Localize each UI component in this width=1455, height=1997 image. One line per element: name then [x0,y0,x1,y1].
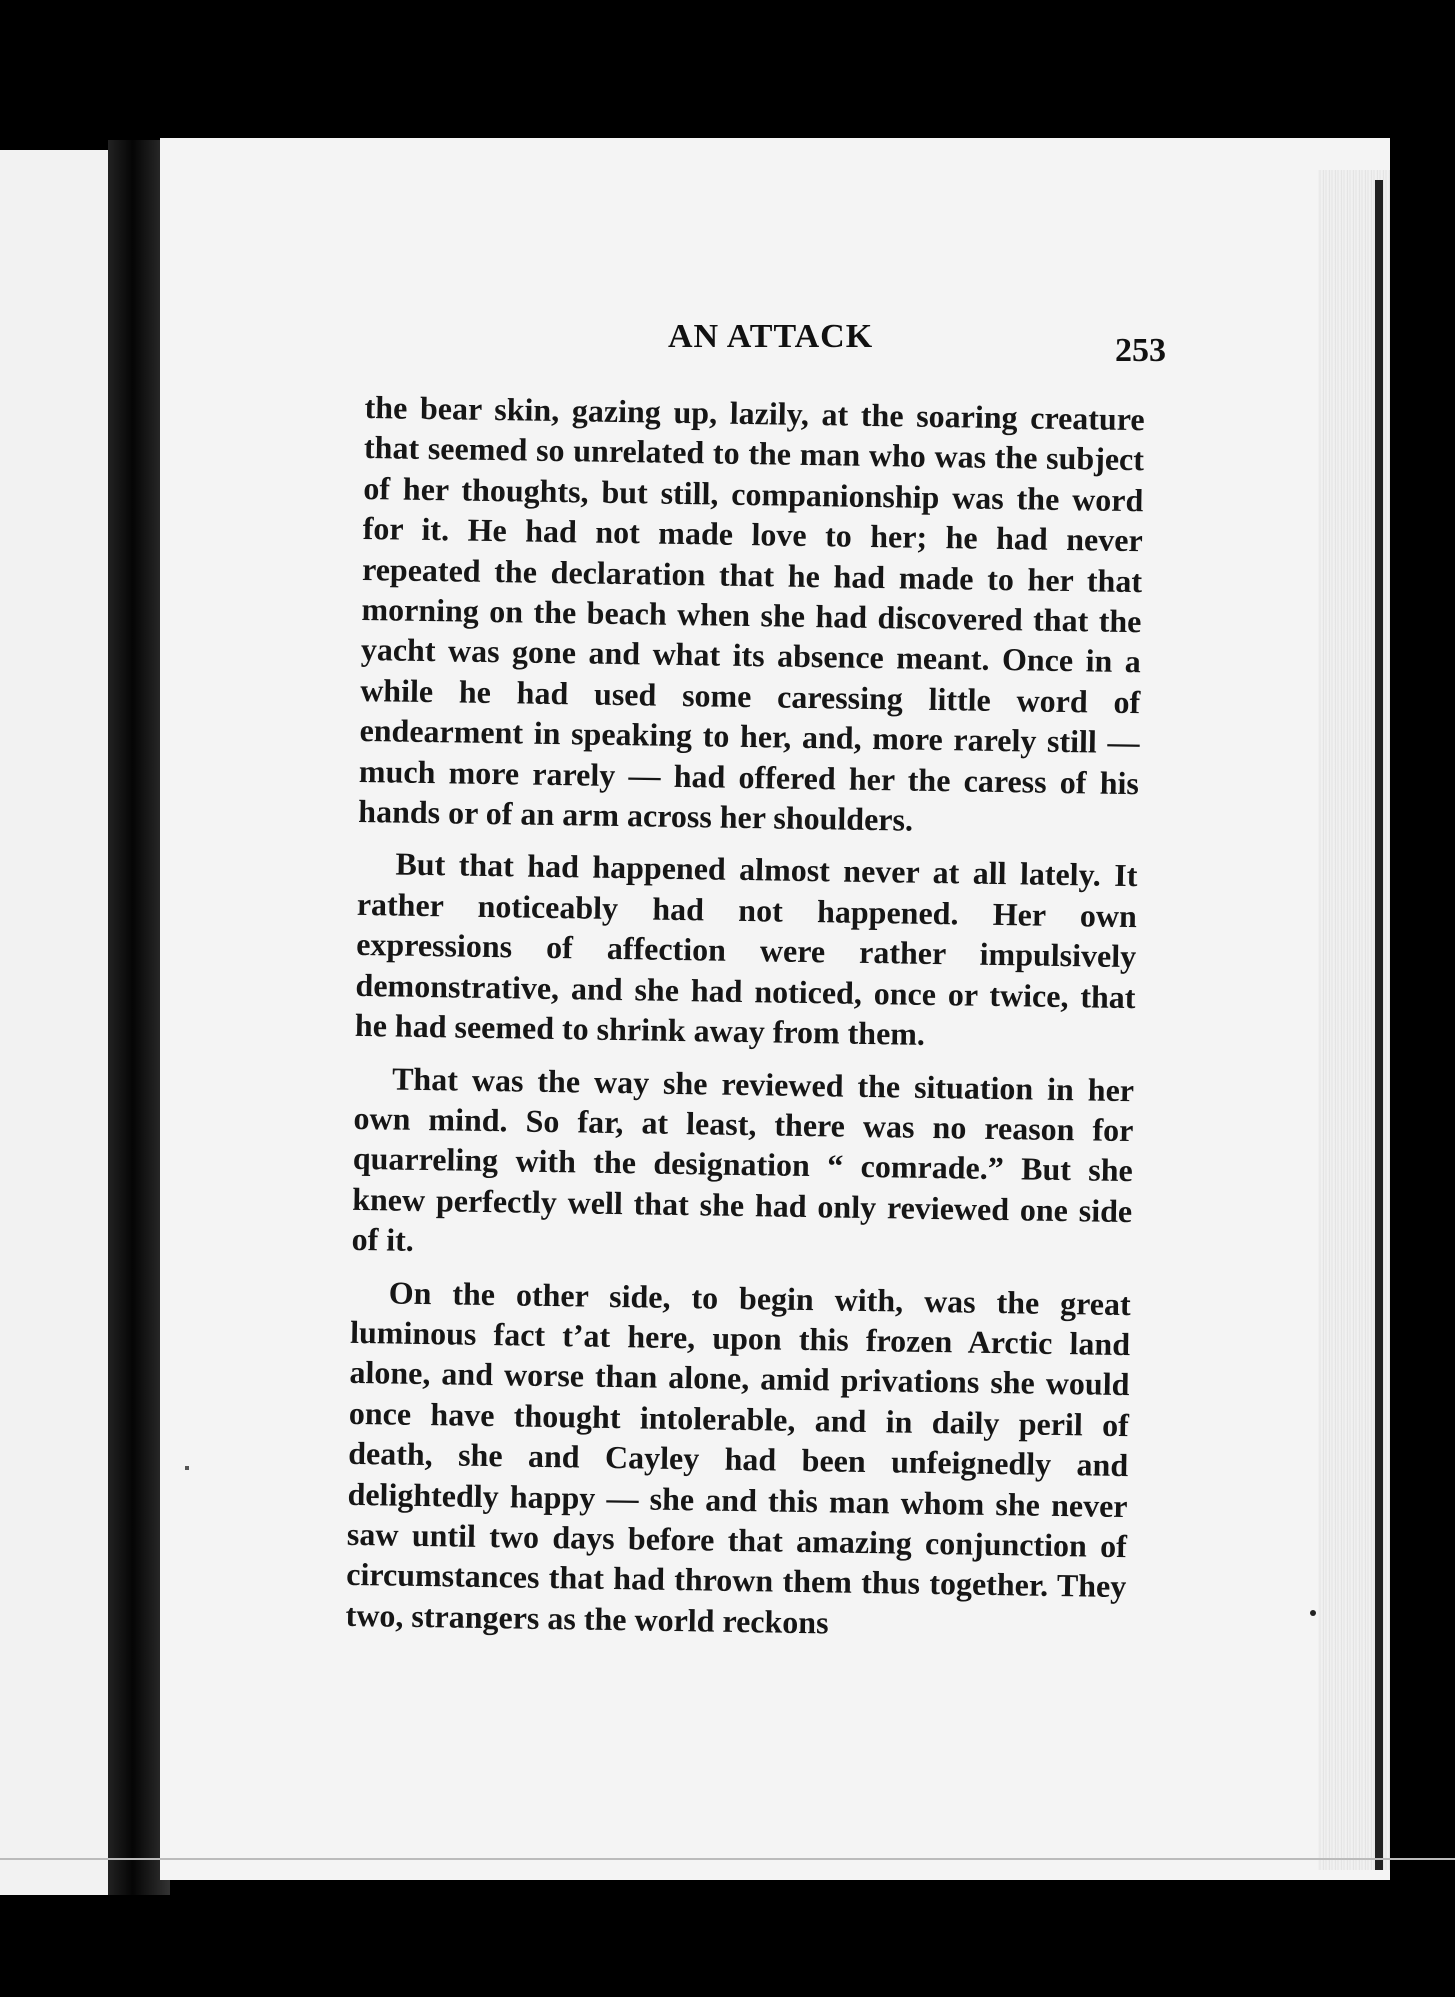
left-page-edge [0,150,115,1895]
page-stack-shadow [1375,180,1383,1870]
page-number: 253 [1115,332,1166,369]
stray-ink-mark [185,1466,189,1470]
paragraph-4: On the other side, to begin with, was the great luminous fact t’at here, upon this frozen Arctic land alone, and worse than alone, amid privations she would once have thought intolerable, and in daily peril of death, she and Cayley had been unfeignedly and delightedly happy — she and this man whom she never saw until two days before that amazing conjunction of circumstances that had thrown them thus together. They two, strangers as the world reckons [345,1274,1131,1641]
scan-artifact-line [0,1858,1455,1860]
page-header [160,318,1166,369]
body-text [345,387,1145,1647]
paragraph-2: But that had happened almost never at all lately. It rather noticeably had not happened. Her own expressions of affection were rather impulsively demonstrative, and she had noticed, once or twice, that he had seemed to shrink away from them. [354,846,1138,1052]
paragraph-1: the bear skin, gazing up, lazily, at the soaring creature that seemed so unrelated to the man who was the subject of her thoughts, but still, companionship was the word for it. He had not made love to her; he had never repeated the declaration that he had made to her that morning on the beach when she had discovered that the yacht was gone and what its absence meant. Once in a while he had used some caressing little word of endearment in speaking to her, and, more rarely still — much more rarely — had offered her the caress of his hands or of an arm across her shoulders. [358,388,1145,838]
edge-ink-dot [1310,1610,1316,1616]
paragraph-3: That was the way she reviewed the situation in her own mind. So far, at least, there was no reason for quarreling with the designation “ comrade.” But she knew perfectly well that she had only reviewed one side of it. [351,1060,1135,1258]
running-title: AN ATTACK [668,318,874,355]
